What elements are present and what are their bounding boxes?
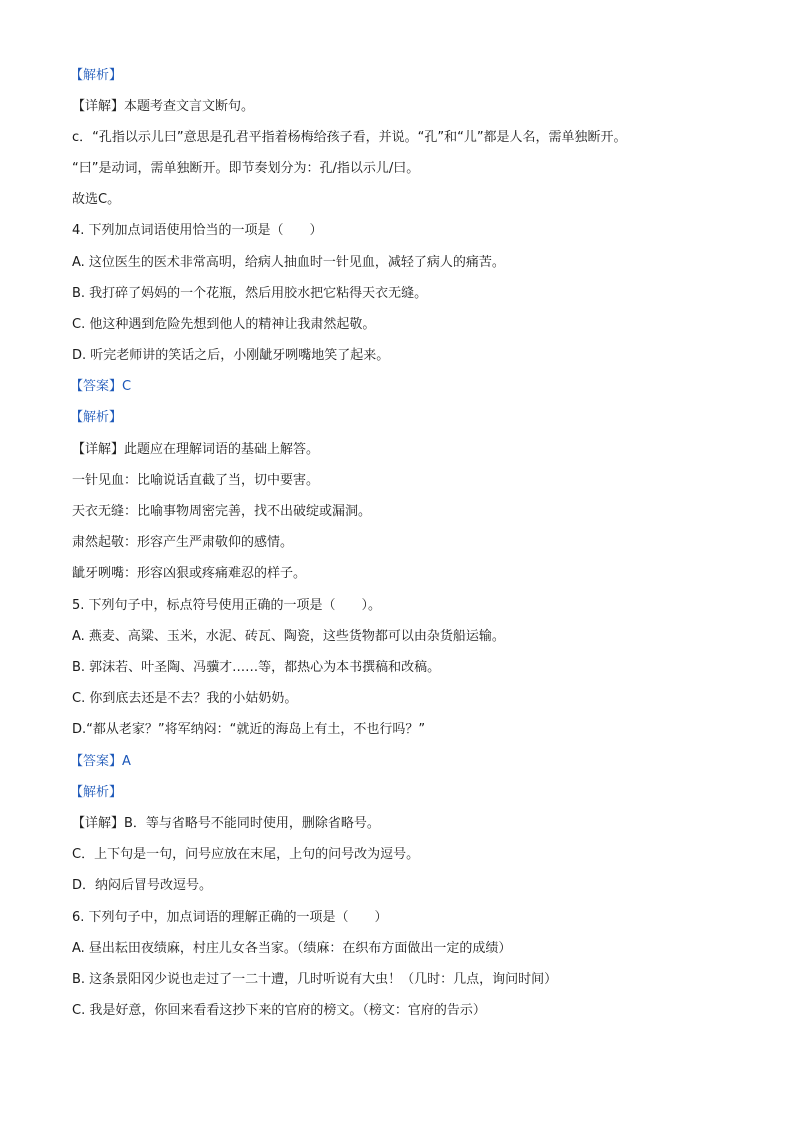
option-c: C. 他这种遇到危险先想到他人的精神让我肃然起敬。 (72, 317, 376, 332)
analysis-heading: 【解析】 (70, 68, 123, 83)
detail-text: 【详解】此题应在理解词语的基础上解答。 (72, 442, 320, 457)
option-c: C. 我是好意，你回来看看这抄下来的官府的榜文。（榜文：官府的告示） (72, 1003, 486, 1018)
question-stem: 6. 下列句子中，加点词语的理解正确的一项是（ ） (72, 910, 388, 925)
option-d: D. 听完老师讲的笑话之后，小刚龇牙咧嘴地笑了起来。 (72, 348, 390, 363)
explanation-text: C．上下句是一句，问号应放在末尾，上句的问号改为逗号。 (72, 847, 420, 862)
detail-text: 【详解】B．等与省略号不能同时使用，删除省略号。 (72, 816, 380, 831)
question-stem: 5. 下列句子中，标点符号使用正确的一项是（ ）。 (72, 598, 382, 613)
explanation-text: 肃然起敬：形容产生严肃敬仰的感情。 (72, 535, 294, 550)
option-a: A. 昼出耘田夜绩麻，村庄儿女各当家。（绩麻：在织布方面做出一定的成绩） (72, 941, 512, 956)
answer-heading: 【答案】C (70, 379, 132, 394)
option-a: A. 这位医生的医术非常高明，给病人抽血时一针见血，减轻了病人的痛苦。 (72, 255, 505, 270)
analysis-heading: 【解析】 (70, 785, 123, 800)
question-stem: 4. 下列加点词语使用恰当的一项是（ ） (72, 223, 323, 238)
explanation-text: 一针见血：比喻说话直截了当，切中要害。 (72, 473, 320, 488)
option-b: B. 郭沫若、叶圣陶、冯骥才……等，都热心为本书撰稿和改稿。 (72, 660, 441, 675)
explanation-text: 龇牙咧嘴：形容凶狠或疼痛难忍的样子。 (72, 566, 307, 581)
explanation-text: 天衣无缝：比喻事物周密完善，找不出破绽或漏洞。 (72, 504, 372, 519)
option-d: D.“都从老家？”将军纳闷：“就近的海岛上有土，不也行吗？” (72, 722, 426, 737)
explanation-text: “曰”是动词，需单独断开。即节奏划分为：孔/指以示儿/曰。 (72, 161, 420, 176)
explanation-text: D．纳闷后冒号改逗号。 (72, 878, 213, 893)
option-c: C. 你到底去还是不去？我的小姑奶奶。 (72, 691, 298, 706)
explanation-text: c．“孔指以示儿曰”意思是孔君平指着杨梅给孩子看，并说。“孔”和“儿”都是人名，需单独断开。 (72, 130, 627, 145)
detail-text: 【详解】本题考查文言文断句。 (72, 99, 255, 114)
option-b: B. 我打碎了妈妈的一个花瓶，然后用胶水把它粘得天衣无缝。 (72, 286, 428, 301)
answer-heading: 【答案】A (70, 754, 131, 769)
analysis-heading: 【解析】 (70, 410, 123, 425)
option-b: B. 这条景阳冈少说也走过了一二十遭，几时听说有大虫！（几时：几点，询问时间） (72, 972, 558, 987)
option-a: A. 燕麦、高粱、玉米，水泥、砖瓦、陶瓷，这些货物都可以由杂货船运输。 (72, 629, 505, 644)
answer-choice-text: 故选C。 (72, 192, 121, 207)
